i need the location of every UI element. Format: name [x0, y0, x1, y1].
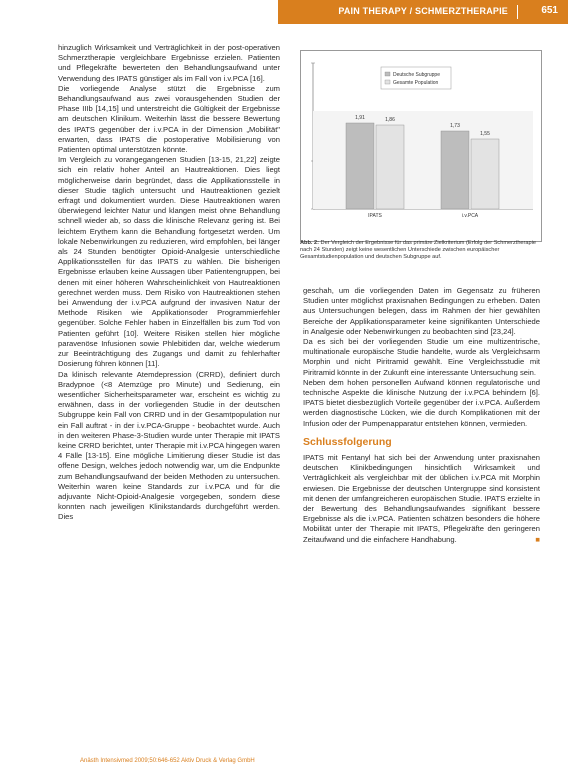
group-label: i.v.PCA [461, 213, 479, 219]
bar-ivpca-all [471, 139, 499, 209]
bar-ipats-de [346, 123, 374, 209]
bar-ivpca-de [441, 131, 469, 209]
figure-chart [300, 50, 542, 242]
conclusion-text: IPATS mit Fentanyl hat sich bei der Anwendung unter praxisnahen deutschen Klinikbedingungen hinsichtlich Wirksamkeit und Verträglichkeit als vergleichbar mit der üblichen i.v.PCA mit Morphin erwiesen. Die Ergebnisse der deutschen Untergruppe sind konsistent mit denen der umfangreicheren europäischen Studie. IPATS erzielte in der Bewertung des Behandlungsaufwandes signifikant bessere Ergebnisse als die i.v.PCA. Patienten schätzen besonders die höhere Mobilität unter der Therapie mit IPATS, Pflegekräfte den geringeren Zeitaufwand und die einfachere Handhabung. [303, 453, 540, 544]
paragraph: Im Vergleich zu vorangegangenen Studien [13-15, 21,22] zeigte sich ein relativ hoher Anteil an Hautreaktionen. Dies liegt möglicherweise darin begründet, dass die Applikationsstelle in dieser Studie täglich untersucht und Hautreaktionen gezielt erfragt und dokumentiert wurden. Diese Hautreaktionen waren überwiegend leichter Natur und klangen meist ohne Behandlung schnell wieder ab, so dass die klinische Relevanz gering ist. Bei leichtem Erythem kann die Behandlung fortgesetzt werden. Um lokale Nebenwirkungen zu reduzieren, wird empfohlen, bei länger als 24 Stunden benötigter Opioid-Analgesie unterschiedliche Applikationsstellen für das IPATS zu wählen. Die bisherigen Ergebnisse erlauben keine Aussagen über Patientengruppen, bei denen mit einer höheren Wahrscheinlichkeit von Hautreaktionen gerechnet werden muss. Dem Risiko von Hautreaktionen stehen bei Anwendung der i.v.PCA aufgrund der invasiven Natur der Methode Risiken wie Applikationsoder Programmierfehler gegenüber. Solche Fehler haben in Einzelfällen bis zum Tod von Patienten geführt [10]. Weitere Risiken stellen hier mögliche paravenöse Infusionen sowie Phlebitiden dar, welche wiederum zur Beeinträchtigung des Zugangs und damit zu fehlerhafter Dosierung führen können [11]. [58, 155, 280, 369]
bar-chart-svg [301, 51, 541, 241]
paragraph: Da es sich bei der vorliegenden Studie um eine multizentrische, multinationale europäische Studie handelte, wurde als Vergleichsarm Morphin und nicht Piritramid gewählt. Eine Vergleichsstudie mit Piritramid könnte in der Zukunft eine interessante Untersuchung sein. [303, 337, 540, 377]
legend-label: Deutsche Subgruppe [393, 72, 440, 78]
right-column [303, 286, 540, 545]
paragraph: hinzuglich Wirksamkeit und Verträglichkeit in der post-operativen Schmerztherapie vergleichbare Ergebnisse erzielen. Patienten und Pflegekräfte bewerteten den Behandlungsaufwand unter Verwendung des IPATS günstiger als im Fall von i.v.PCA [16]. [58, 43, 280, 83]
paragraph: geschah, um die vorliegenden Daten im Gegensatz zu früheren Studien unter möglichst praxisnahen Bedingungen zu erheben. Daten aus Untersuchungen belegen, dass im Rahmen der hier gewählten Bereiche der Applikationsparameter keine signifikanten Unterschiede in Analgesie oder Nebenwirkungen zu beobachten sind [23,24]. [303, 286, 540, 336]
paragraph: Die vorliegende Analyse stützt die Ergebnisse zum Behandlungsaufwand aus zwei vorausgehenden Studien der Phase IIIb [14,15] und unterstreicht die Gültigkeit der Ergebnisse am deutschen Klinikum. Weiterhin lässt die bessere Bewertung des IPATS gegenüber der i.v.PCA in der Dimension „Mobilität" erwarten, dass IPATS die postoperative Mobilisierung von Patienten optimal unterstützen könnte. [58, 83, 280, 155]
section-heading: Schlussfolgerung [303, 435, 392, 448]
bar-value-label: 1,86 [385, 117, 395, 123]
group-label: IPATS [368, 213, 382, 219]
caption-text: Der Vergleich der Ergebnisse für das primäre Zielkriterium (Erfolg der Schmerztherapie nach 24 Stunden) zeigt keine wesentlichen Unterschiede zwischen europäischer Gesamtstudienpopulation und deutschen Subgruppe auf. [300, 240, 536, 260]
bar-value-label: 1,91 [355, 115, 365, 121]
bar-ipats-all [376, 125, 404, 209]
page-number: 651 [541, 5, 558, 16]
header-bar [278, 0, 568, 24]
legend [381, 67, 451, 89]
header-separator [517, 5, 518, 19]
paragraph: Neben dem hohen personellen Aufwand können regulatorische und technische Aspekte die klinische Nutzung der i.v.PCA behindern [6]. IPATS bietet diesbezüglich Vorteile gegenüber der i.v.PCA. Außerdem werden diagnostische Lücken, wie die durch Komplikationen mit der Infusion oder der Pumpenapparatur entstehen können, vermieden. [303, 377, 540, 428]
end-mark: ■ [535, 534, 540, 544]
legend-swatch-hatch [385, 80, 390, 84]
footer: Anästh Intensivmed 2009;50:646-652 Aktiv Druck & Verlag GmbH [80, 758, 255, 764]
header-title: PAIN THERAPY / SCHMERZTHERAPIE [338, 6, 508, 16]
bar-value-label: 1,55 [480, 131, 490, 137]
legend-swatch-dark [385, 72, 390, 76]
conclusion-paragraph [303, 453, 540, 545]
bar-value-label: 1,73 [450, 123, 460, 129]
caption-label: Abb. 2: [300, 240, 319, 246]
legend-label: Gesamte Population [393, 80, 439, 86]
left-column [58, 43, 280, 523]
paragraph: Da klinisch relevante Atemdepression (CRRD), definiert durch Bradypnoe (<8 Atemzüge pro Minute) und Sedierung, ein wesentlicher Sicherheitsparameter war, erscheint es wichtig zu erwähnen, dass in der vorliegenden Studie in der deutschen Subgruppe kein Fall von CRRD und in der Gesamtpopulation nur ein Fall auftrat - in der i.v.PCA-Gruppe - beobachtet wurde. Auch in den weiteren Phase-3-Studien wurde unter Therapie mit IPATS keine CRRD berichtet, unter Therapie mit i.v.PCA hingegen waren 4 Fälle [13-15]. Eine mögliche Limitierung dieser Studie ist das offene Design, welches jedoch notwendig war, um die Endpunkte zum Behandlungsaufwand der beiden Methoden zu untersuchen. Weiterhin waren keine Standards zur i.v.PCA und für die adjuvante Nicht-Opioid-Analgesie vorgegeben, sondern diese konnten nach jeweiligen Klinikstandards durchgeführt werden. Dies [58, 369, 280, 522]
figure-caption [300, 240, 540, 261]
